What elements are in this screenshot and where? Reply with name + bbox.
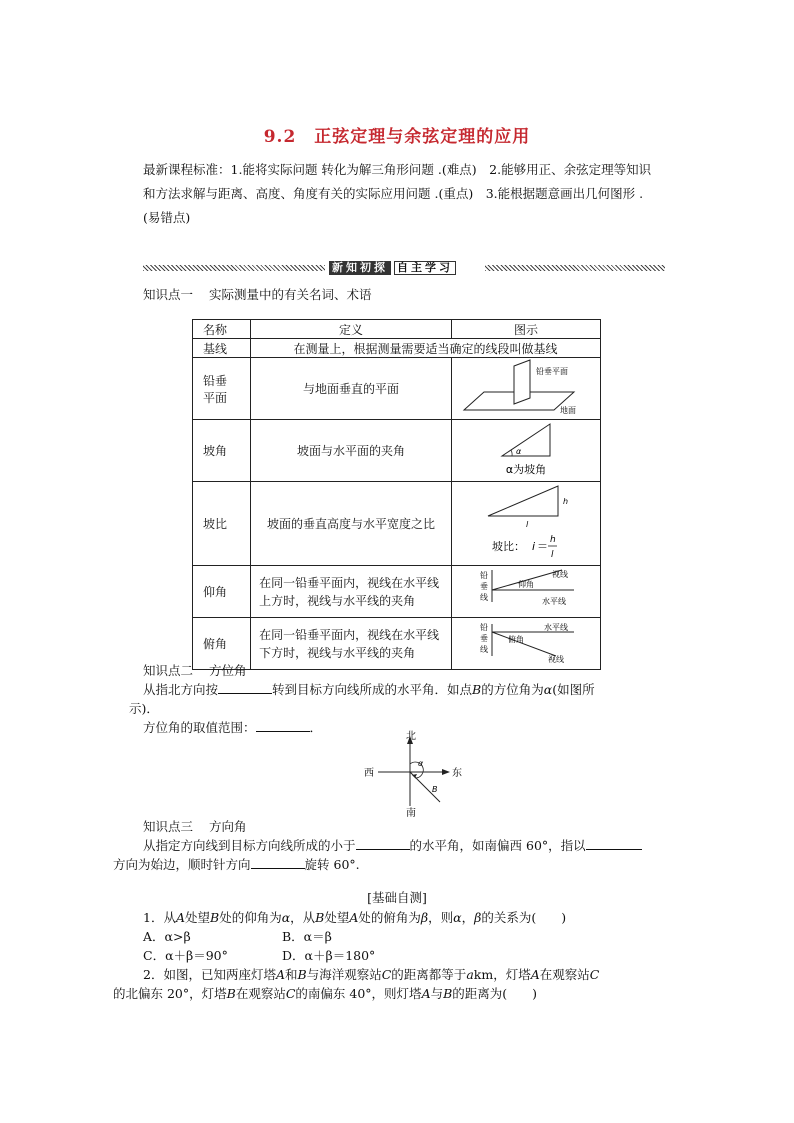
ratio-l: l (525, 520, 529, 529)
table-row (193, 482, 601, 566)
dep-horiz: 水平线 (543, 623, 568, 632)
ground-label: 地面 (559, 406, 576, 415)
elev-sight: 视线 (551, 570, 568, 579)
self-test-title: [基础自测] (367, 890, 427, 905)
slope-ratio-figure (451, 482, 600, 566)
banner-label (329, 261, 456, 275)
table-row (193, 420, 601, 482)
blank-1 (218, 680, 272, 694)
row-def: 与地面垂直的平面 (251, 358, 452, 420)
k2-line1: 从指北方向按 转到目标方向线所成的水平角．如点B的方位角为α(如图所 (143, 682, 595, 697)
banner-hatch-right (485, 265, 665, 271)
standard-tag2: (重点) (438, 186, 474, 201)
standard-p2: 2.能够用正、余弦定理等知识和方法求解与距离、高度、角度有关的实际应用问题 . (143, 162, 652, 201)
blank-2 (256, 718, 310, 732)
blank-4 (586, 836, 642, 850)
q1-option-a[interactable]: A．α>β (143, 929, 191, 944)
slope-alpha: α (515, 447, 522, 456)
row-name: 基线 (193, 339, 251, 358)
page-title: 9.2 正弦定理与余弦定理的应用 (263, 127, 531, 147)
slope-angle-figure (451, 420, 600, 482)
q1-stem: 1．从A处望B处的仰角为α，从B处望A处的俯角为β，则α，β的关系为( ) (143, 910, 567, 925)
q2-stem-line1: 2．如图，已知两座灯塔A和B与海洋观察站C的距离都等于akm，灯塔A在观察站C (143, 967, 600, 982)
elev-plumb-3: 线 (479, 593, 488, 602)
ratio-h: h (562, 497, 569, 506)
elev-horiz: 水平线 (541, 597, 566, 606)
slope-angle-svg (456, 420, 596, 478)
azimuth-figure (360, 730, 470, 820)
ratio-label: 坡比： (491, 540, 525, 553)
dep-plumb-2: 垂 (479, 634, 488, 643)
row-name: 铅垂平面 (193, 358, 251, 420)
plumb-plane-label: 铅垂平面 (535, 367, 568, 376)
elev-plumb-1: 铅 (479, 571, 488, 580)
table-row (193, 566, 601, 618)
k3-line1: 从指定方向线到目标方向线所成的小于 的水平角，如南偏西 60°，指以 (143, 836, 683, 856)
ratio-i: i (531, 540, 536, 553)
blank-5 (251, 855, 305, 869)
k2-text: 方位角 (209, 663, 247, 678)
row-name: 俯角 (193, 618, 251, 670)
banner-light: 自主学习 (394, 261, 456, 275)
depression-figure (451, 618, 600, 670)
dep-plumb-3: 线 (479, 645, 488, 654)
row-def: 在同一铅垂平面内，视线在水平线下方时，视线与水平线的夹角 (251, 618, 452, 670)
standard-p1: 1.能将实际问题 转化为解三角形问题 . (230, 162, 442, 177)
knowledge-point-2 (143, 661, 247, 681)
k3-line2: 方向为始边，顺时针方向 旋转 60°. (113, 857, 360, 872)
standard-p3: 3.能根据题意画出几何图形 . (473, 186, 644, 201)
q1-option-b[interactable]: B．α＝β (282, 929, 332, 944)
blank-3 (356, 836, 410, 850)
row-def: 坡面的垂直高度与水平宽度之比 (251, 482, 452, 566)
q1-option-d[interactable]: D．α＋β＝180° (282, 948, 376, 963)
plumb-plane-figure (451, 358, 600, 420)
banner-hatch-left (143, 265, 325, 271)
standard-tag3: (易错点) (143, 210, 191, 225)
k2-range: 方位角的取值范围： ． (143, 720, 323, 735)
slope-caption: α为坡角 (505, 463, 547, 476)
standard-label: 最新课程标准： (143, 162, 231, 177)
row-name: 坡角 (193, 420, 251, 482)
header-fig: 图示 (451, 320, 600, 339)
knowledge-point-1 (143, 285, 372, 305)
k3-text: 方向角 (209, 819, 247, 834)
compass-alpha: α (418, 759, 424, 768)
depression-svg (456, 618, 596, 666)
row-def: 坡面与水平面的夹角 (251, 420, 452, 482)
plumb-plane-svg (456, 358, 596, 416)
compass-west: 西 (364, 768, 374, 779)
dep-sight: 视线 (547, 655, 564, 664)
standard-tag1: (难点) (441, 162, 477, 177)
compass-east: 东 (452, 768, 462, 779)
ratio-eq: ＝ (536, 540, 548, 553)
k1-text: 实际测量中的有关名词、术语 (209, 287, 372, 302)
ratio-num: h (549, 535, 556, 545)
k2-line2: 示)． (129, 701, 159, 716)
compass-b: B (432, 785, 438, 794)
section-banner (143, 261, 665, 275)
banner-dark: 新知初探 (329, 261, 391, 275)
slope-ratio-svg (456, 482, 596, 562)
table-row (193, 358, 601, 420)
k2-label: 知识点二 (143, 663, 194, 678)
k1-label: 知识点一 (143, 287, 194, 302)
row-name: 仰角 (193, 566, 251, 618)
elevation-figure (451, 566, 600, 618)
compass-south: 南 (406, 808, 416, 819)
row-name: 坡比 (193, 482, 251, 566)
table-row (193, 618, 601, 670)
compass-north: 北 (406, 731, 416, 742)
course-standard (143, 158, 655, 230)
row-def: 在测量上，根据测量需要适当确定的线段叫做基线 (251, 339, 601, 358)
terms-table (192, 319, 601, 670)
k3-label: 知识点三 (143, 819, 194, 834)
elevation-svg (456, 566, 596, 614)
header-def: 定义 (251, 320, 452, 339)
header-name: 名称 (193, 320, 251, 339)
dep-angle: 俯角 (507, 635, 524, 644)
dep-plumb-1: 铅 (479, 623, 488, 632)
knowledge-point-3 (143, 817, 247, 837)
elev-angle: 仰角 (517, 580, 534, 589)
q1-option-c[interactable]: C．α＋β＝90° (143, 948, 228, 963)
table-header-row (193, 320, 601, 339)
ratio-den: l (550, 550, 554, 560)
row-def: 在同一铅垂平面内，视线在水平线上方时，视线与水平线的夹角 (251, 566, 452, 618)
elev-plumb-2: 垂 (479, 582, 488, 591)
table-row (193, 339, 601, 358)
q2-stem-line2: 的北偏东 20°，灯塔B在观察站C的南偏东 40°，则灯塔A与B的距离为( ) (113, 986, 538, 1001)
